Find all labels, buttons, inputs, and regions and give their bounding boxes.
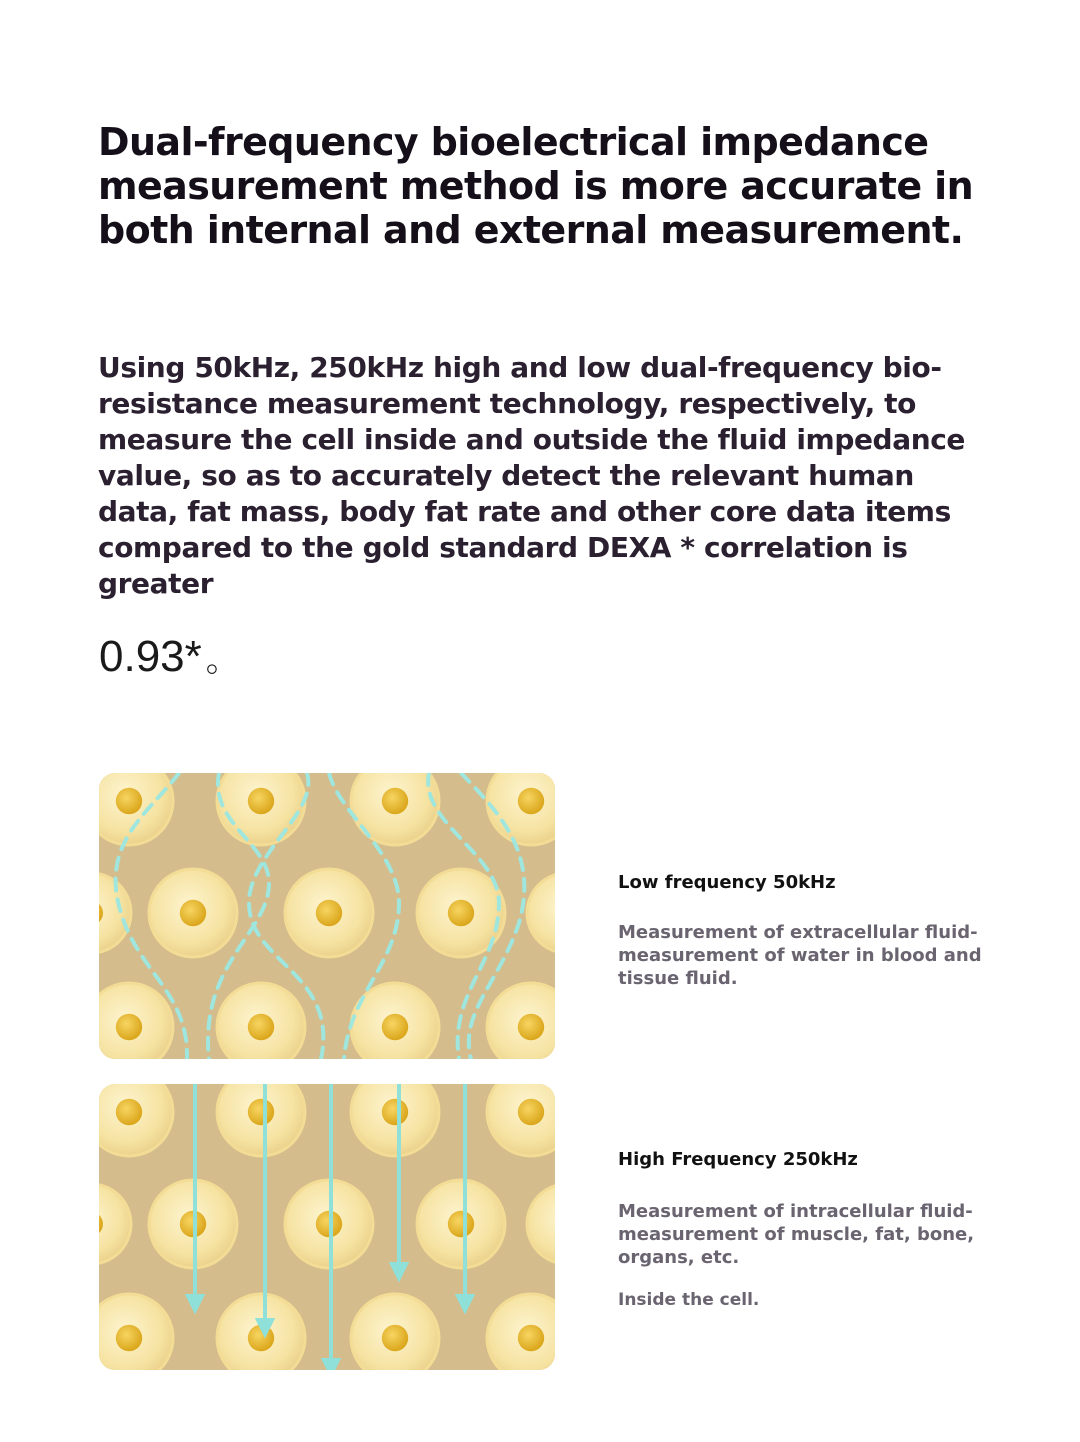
cell-nucleus [248, 788, 274, 814]
correlation-end-mark: 。 [205, 641, 240, 679]
correlation-value [99, 632, 240, 685]
cell-nucleus [116, 1014, 142, 1040]
cell-nucleus [518, 1325, 544, 1351]
cell-nucleus [448, 900, 474, 926]
cell-nucleus [248, 1099, 274, 1125]
cell-nucleus [518, 1014, 544, 1040]
high-frequency-title: High Frequency 250kHz [618, 1149, 858, 1170]
low-frequency-title: Low frequency 50kHz [618, 872, 836, 893]
high-frequency-description: Measurement of intracellular fluid-measurement of muscle, fat, bone, organs, etc. [618, 1201, 975, 1268]
cell-nucleus [248, 1014, 274, 1040]
cell-nucleus [180, 900, 206, 926]
low-frequency-caption [618, 871, 998, 990]
correlation-number: 0.93* [99, 632, 202, 681]
cell-nucleus [382, 1014, 408, 1040]
cell-nucleus [382, 1099, 408, 1125]
cell-nucleus [518, 1099, 544, 1125]
high-frequency-note: Inside the cell. [618, 1290, 760, 1310]
low-frequency-illustration [99, 773, 555, 1059]
high-frequency-caption [618, 1148, 998, 1311]
cell-nucleus [116, 1099, 142, 1125]
cell-nucleus [116, 1325, 142, 1351]
low-frequency-description: Measurement of extracellular fluid-measurement of water in blood and tissue fluid. [618, 922, 982, 989]
description-paragraph: Using 50kHz, 250kHz high and low dual-frequency bio-resistance measurement technology, respectively, to measure the cell inside and outside the fluid impedance value, so as to accurately detect the relevant human data, fat mass, body fat rate and other core data items compared to the gold standard DEXA * correlation is greater [98, 351, 966, 600]
cell-nucleus [316, 900, 342, 926]
cell-nucleus [116, 788, 142, 814]
cell-nucleus [382, 1325, 408, 1351]
cell-nucleus [382, 788, 408, 814]
high-frequency-illustration [99, 1084, 555, 1370]
cell-nucleus [518, 788, 544, 814]
cell-nucleus [448, 1211, 474, 1237]
headline: Dual-frequency bioelectrical impedance measurement method is more accurate in both internal and external measurement. [98, 120, 974, 252]
